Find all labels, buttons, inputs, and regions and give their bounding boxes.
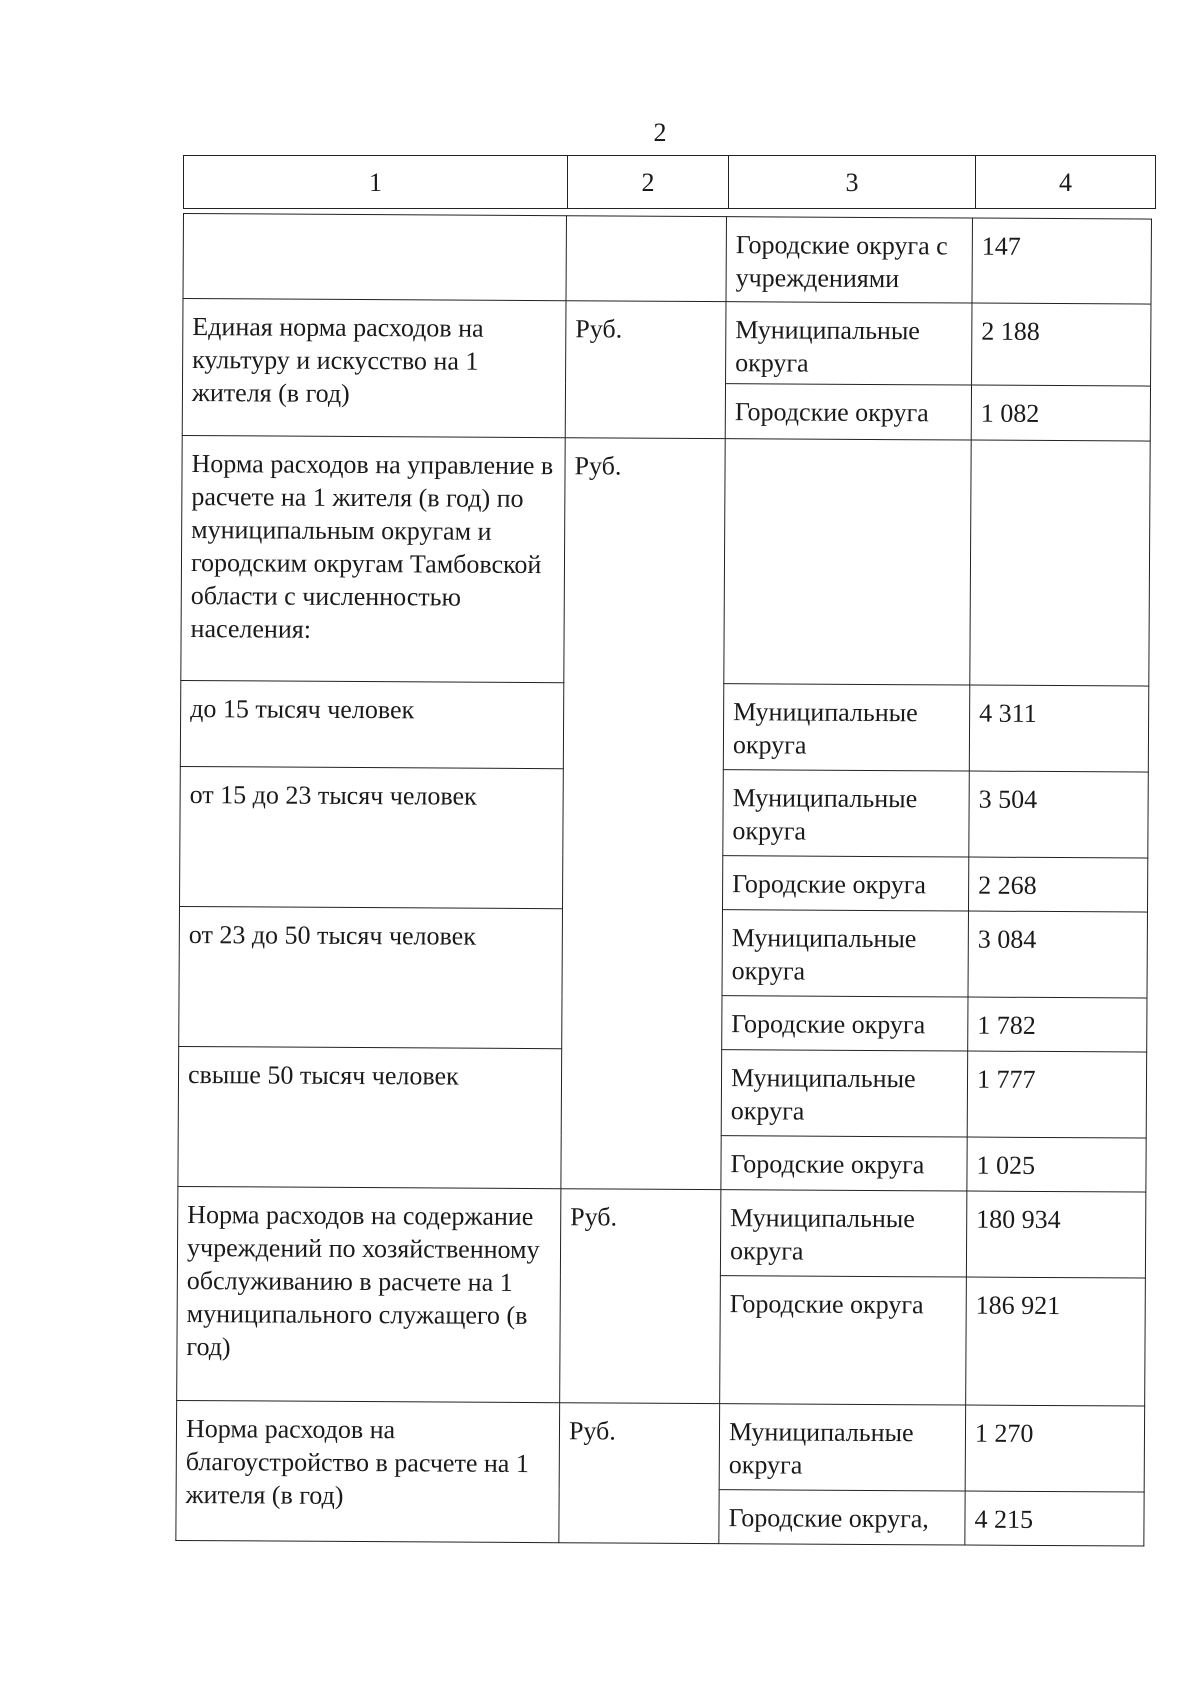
- column-header-row: [184, 156, 1156, 209]
- column-header-1: 1: [184, 156, 568, 209]
- column-header-2: 2: [568, 156, 729, 209]
- value-cell: 1 082: [971, 385, 1150, 441]
- table-row: [183, 299, 1151, 387]
- district-type-cell: Муниципальные округа: [723, 684, 969, 771]
- value-cell: 2 188: [972, 303, 1151, 386]
- value-cell: 180 934: [966, 1191, 1145, 1278]
- value-cell: 1 777: [967, 1051, 1146, 1138]
- district-type-cell: Муниципальные округа: [720, 1190, 966, 1277]
- column-header-3: 3: [729, 156, 976, 209]
- district-type-cell: Муниципальные округа: [721, 1050, 967, 1137]
- value-cell: 3 504: [969, 771, 1148, 858]
- cell-empty: [724, 439, 971, 685]
- district-type-cell: Муниципальные округа: [722, 910, 968, 997]
- norm-label-cell: Норма расходов на благоустройство в расчете на 1 жителя (в год): [176, 1400, 560, 1542]
- value-cell: 2 268: [968, 857, 1147, 912]
- district-type-cell: Городские округа,: [719, 1490, 965, 1545]
- table-row: [181, 435, 1150, 686]
- unit-cell: Руб.: [565, 301, 726, 439]
- population-group-cell: от 23 до 50 тысяч человек: [179, 906, 563, 1048]
- district-type-cell: Муниципальные округа: [726, 302, 972, 385]
- value-cell: 1 782: [968, 997, 1147, 1052]
- table-row: [177, 1186, 1145, 1278]
- value-cell: 186 921: [966, 1277, 1146, 1406]
- value-cell: 4 215: [965, 1491, 1144, 1546]
- district-type-cell: Городские округа: [722, 856, 968, 911]
- value-cell: 4 311: [969, 685, 1148, 772]
- value-cell: 147: [972, 218, 1151, 304]
- cell-empty: [183, 214, 566, 301]
- population-group-cell: от 15 до 23 тысяч человек: [180, 766, 564, 908]
- district-type-cell: Городские округа с учреждениями: [726, 217, 972, 303]
- value-cell: 1 270: [965, 1405, 1144, 1492]
- cell-empty: [970, 440, 1150, 686]
- norms-table: [175, 213, 1152, 1547]
- table-row: [183, 214, 1151, 305]
- column-header-4: 4: [976, 156, 1156, 209]
- unit-cell: Руб.: [559, 1403, 720, 1544]
- value-cell: 3 084: [968, 911, 1147, 998]
- district-type-cell: Городские округа: [721, 1136, 967, 1191]
- page-number: 2: [653, 118, 667, 147]
- population-group-cell: до 15 тысяч человек: [180, 680, 563, 768]
- district-type-cell: Городские округа: [720, 1276, 967, 1405]
- unit-cell: Руб.: [560, 1189, 721, 1404]
- norm-label-cell: Норма расходов на содержание учреждений по хозяйственному обслуживанию в расчете на 1 муниципального служащего (в год): [177, 1186, 561, 1402]
- district-type-cell: Муниципальные округа: [719, 1404, 965, 1491]
- cell-empty: [566, 216, 726, 302]
- column-header-table: [183, 155, 1156, 209]
- district-type-cell: Городские округа: [722, 996, 968, 1051]
- norm-label-cell: Норма расходов на управление в расчете на 1 жителя (в год) по муниципальным округам и городским округам Тамбовской области с численностью населения:: [181, 435, 565, 682]
- value-cell: 1 025: [967, 1137, 1146, 1192]
- norm-label-cell: Единая норма расходов на культуру и искусство на 1 жителя (в год): [182, 299, 566, 438]
- district-type-cell: Муниципальные округа: [723, 770, 969, 857]
- population-group-cell: свыше 50 тысяч человек: [178, 1046, 562, 1188]
- unit-cell: Руб.: [561, 438, 725, 1190]
- district-type-cell: Городские округа: [725, 384, 971, 440]
- table-row: [176, 1400, 1144, 1492]
